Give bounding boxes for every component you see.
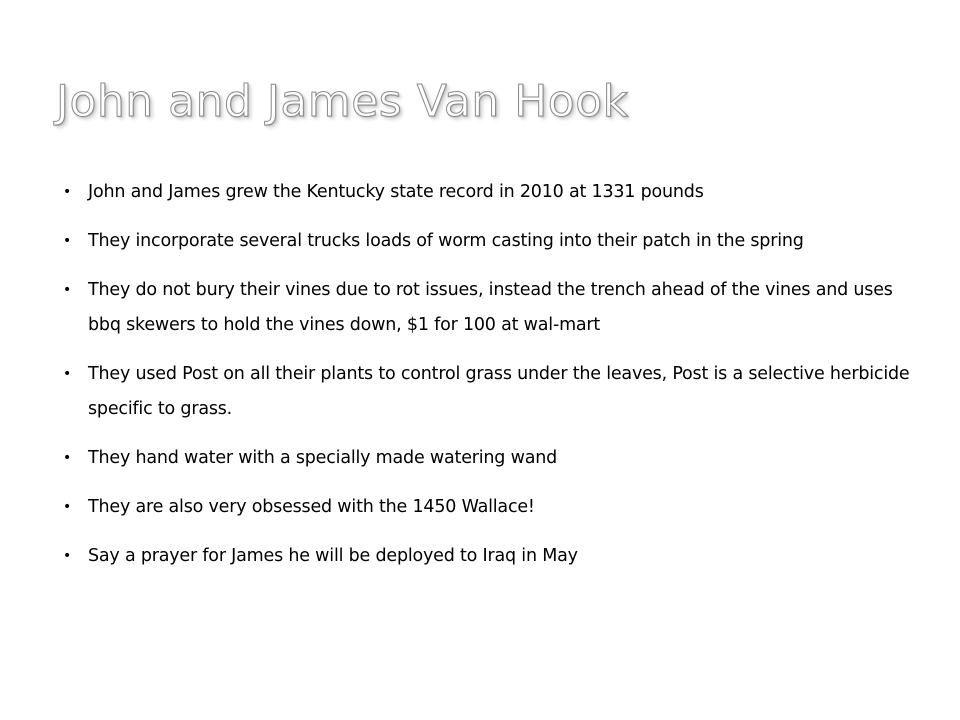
slide-title: John and James Van Hook — [56, 76, 629, 127]
bullet-dot-icon: • — [62, 282, 72, 298]
bullet-dot-icon: • — [62, 184, 72, 200]
bullet-item — [60, 175, 920, 210]
bullet-text: They used Post on all their plants to control grass under the leaves, Post is a selective herbicide specific to grass. — [88, 364, 910, 419]
bullet-dot-icon: • — [62, 366, 72, 382]
bullet-dot-icon: • — [62, 499, 72, 515]
bullet-dot-icon: • — [62, 233, 72, 249]
bullet-text: They hand water with a specially made watering wand — [88, 448, 558, 468]
bullet-item — [60, 357, 920, 427]
bullet-list — [60, 175, 920, 588]
bullet-item — [60, 273, 920, 343]
bullet-text: They are also very obsessed with the 1450 Wallace! — [88, 497, 535, 517]
bullet-dot-icon: • — [62, 450, 72, 466]
bullet-dot-icon: • — [62, 548, 72, 564]
bullet-text: They do not bury their vines due to rot issues, instead the trench ahead of the vines and uses bbq skewers to hold the vines down, $1 for 100 at wal-mart — [88, 280, 893, 335]
bullet-item — [60, 224, 920, 259]
bullet-item — [60, 539, 920, 574]
bullet-text: John and James grew the Kentucky state record in 2010 at 1331 pounds — [88, 182, 704, 202]
bullet-item — [60, 441, 920, 476]
bullet-text: They incorporate several trucks loads of worm casting into their patch in the spring — [88, 231, 804, 251]
bullet-text: Say a prayer for James he will be deployed to Iraq in May — [88, 546, 578, 566]
bullet-item — [60, 490, 920, 525]
